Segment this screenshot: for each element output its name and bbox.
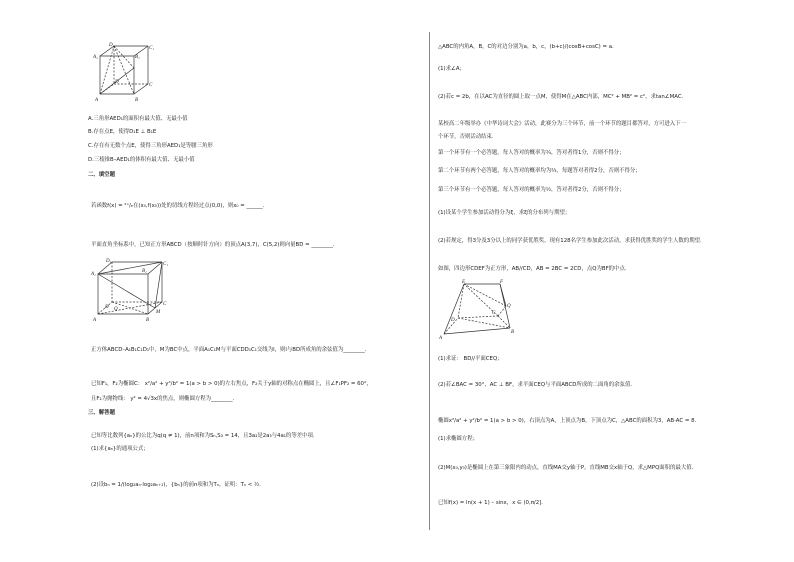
question-ellipse-line1: 已知F₁，F₂为椭圆C： x²/a² + y²/b² = 1(a > b > 0)的左右焦点，F₂关于y轴的对称点在椭圆上，且∠F₁PF₂ = 60°， (91, 381, 373, 387)
section-fill-in-heading: 二、填空题 (88, 172, 115, 178)
solid-hidden-edge (458, 318, 510, 328)
question-poem-round1: 第一个环节有一个必答题，每人答对的概率为¾，答对者得1分，否则不得分； (438, 150, 625, 156)
option-a: A.三角形AED₁的面积有最大值、无最小值 (88, 116, 188, 122)
question-tangent: 若函数f(x) = ²ˣ/ₑ在(x₀,f(x₀))处的切线方程经过点(0,0)，则x₀ = ______. (91, 203, 265, 209)
solid-label: D (451, 318, 455, 323)
solid-label: A (439, 336, 443, 340)
solid-edge (500, 284, 506, 306)
cube-label: A (95, 98, 99, 103)
solid-hidden-edge (458, 284, 464, 318)
prism-label: B₁ (142, 269, 147, 274)
cube-diagonal (114, 46, 134, 68)
question-sequence-part1: (1)求{aₙ}的通项公式； (91, 446, 149, 452)
cube-label: B (135, 98, 139, 103)
column-divider (429, 32, 430, 530)
prism-label: D (105, 305, 109, 310)
question-poem-part1: (1)设某个学生参加活动得分为ξ，求ξ的分布列与期望； (438, 210, 571, 216)
cube-figure (92, 42, 162, 106)
cube-label: C₁ (149, 46, 155, 51)
question-solid-part2: (2)若∠BAC = 30°，AC ⊥ BF，求平面CEQ与平面ABCD所成的二面角的余弦值. (438, 382, 633, 388)
cube-front-face (100, 56, 134, 94)
prism-label: Q (114, 307, 118, 312)
cube-label: B₁ (135, 55, 140, 60)
solid-edge (444, 328, 510, 334)
question-poem-round2: 第二个环节有两个必答题，每人答对的概率均为⅔，每题答对者得2分，否则不得分； (438, 168, 641, 174)
solid-label: F (500, 280, 504, 285)
prism-edge (148, 262, 162, 274)
question-function: 已知f(x) = ln(x + 1) – sinx，x ∈ (0,π/2]. (438, 500, 543, 506)
question-prism: 正方体ABCD–A₁B₁C₁D₁中，M为BC中点，平面A₁C₁M与平面CDD₁C₁交线为l，则l与BD所成角的余弦值为________. (91, 347, 367, 353)
question-poem-round3: 第三个环节有一个必答题，每人答对的概率为½，答对者得2分，否则不得分； (438, 187, 625, 193)
cube-label: A₁ (93, 55, 98, 60)
question-solid-stem: 如图，四边形CDEF为正方形，AB//CD，AB = 2BC = 2CD，点Q为BF的中点. (438, 266, 627, 272)
cube-label: C (149, 83, 153, 88)
prism-label: B (146, 318, 150, 323)
option-d: D.三棱锥B–AED₁的体积有最大值、无最小值 (88, 157, 195, 163)
option-c: C.存在有无数个点E，使得三角形AED₁是等腰三角形 (88, 143, 213, 149)
question-square: 平面直角坐标系中，已知正方形ABCD（按顺时针方向）的顶点A(3,7)，C(5,2)则向量BD = ________. (91, 242, 335, 248)
prism-label: A (93, 318, 97, 323)
cube-label: D₁ (109, 43, 115, 48)
question-poem-part2: (2)若规定，得3分及3分以上的同学获优胜奖，现有128名学生参加此次活动，求获得优胜奖的学生人数的期望. (438, 238, 702, 244)
question-ellipse2-part2: (2)M(x₀,y₀)是椭圆上在第三象限内的动点，直线MA交y轴于P，直线MB交x轴于Q，求△MPQ面积的最大值. (438, 465, 694, 471)
solid-hidden-edge (464, 284, 506, 306)
question-sequence-stem: 已知等比数列{aₙ}的公比为q(q ≠ 1)，前n项和为Sₙ,S₃ = 14，且3a₂是2a₃与4a₁的等差中项. (91, 433, 315, 439)
option-b: B.存在点E，使得D₁E ⊥ B₁E (88, 129, 157, 135)
prism-plane-line (155, 262, 162, 308)
prism-label: A₁ (91, 272, 96, 277)
prism-label: M (156, 310, 161, 315)
question-poem-stem-line2: 个环节，否则活动结束. (438, 134, 494, 140)
cube-edge (134, 84, 148, 94)
section-answer-heading: 三、解答题 (88, 410, 115, 416)
question-ellipse-line2: 且F₂为抛物线： y² = 4√3x的焦点，则椭圆方程为________. (91, 396, 235, 402)
question-triangle-part1: (1)求∠A； (438, 66, 465, 72)
solid-edge (444, 284, 464, 334)
solid-label: Q (507, 304, 511, 309)
solid-hidden-edge (458, 316, 498, 318)
question-poem-stem-line1: 某校高二年级举办《中华诗词大会》活动，此赛分为三个环节，前一个环节的题目都答对，方可进入下一 (438, 121, 686, 127)
cube-diagonal (100, 46, 114, 94)
prism-label: C (163, 302, 167, 307)
question-solid-part1: (1)求证： BD//平面CEQ； (438, 356, 503, 362)
prism-figure (90, 258, 170, 326)
prism-label: D₁ (106, 259, 112, 264)
question-triangle-part2: (2)若c = 2b，在以AC为直径的圆上取一点M，使得M在△ABC内部，MC² + MB² = c²，求tan∠MAC. (438, 94, 684, 100)
solid-figure (438, 278, 520, 340)
question-ellipse2-stem: 椭圆x²/a² + y²/b² = 1(a > b > 0)，右顶点为A，上顶点为B，下顶点为C，△ABC的面积为3，AB·AC = 8. (438, 418, 697, 424)
solid-label: E (462, 280, 466, 285)
cube-label: D (115, 80, 119, 85)
question-triangle-stem: △ABC的内角A，B，C的对边分别为a，b，c，(b+c)/(cosB+cosC) = a. (438, 44, 614, 50)
question-sequence-part2: (2)设bₙ = 1/(log₂aₙ·log₂aₙ₊₁)，{bₙ}的前n项和为Tₙ，证明：Tₙ < ½. (91, 482, 261, 488)
solid-label: B (511, 330, 515, 335)
question-ellipse2-part1: (1)求椭圆方程； (438, 436, 478, 442)
solid-hidden-edge (498, 306, 506, 316)
solid-label: C (492, 311, 496, 316)
prism-label: C₁ (163, 262, 169, 267)
prism-plane-line (98, 274, 155, 308)
